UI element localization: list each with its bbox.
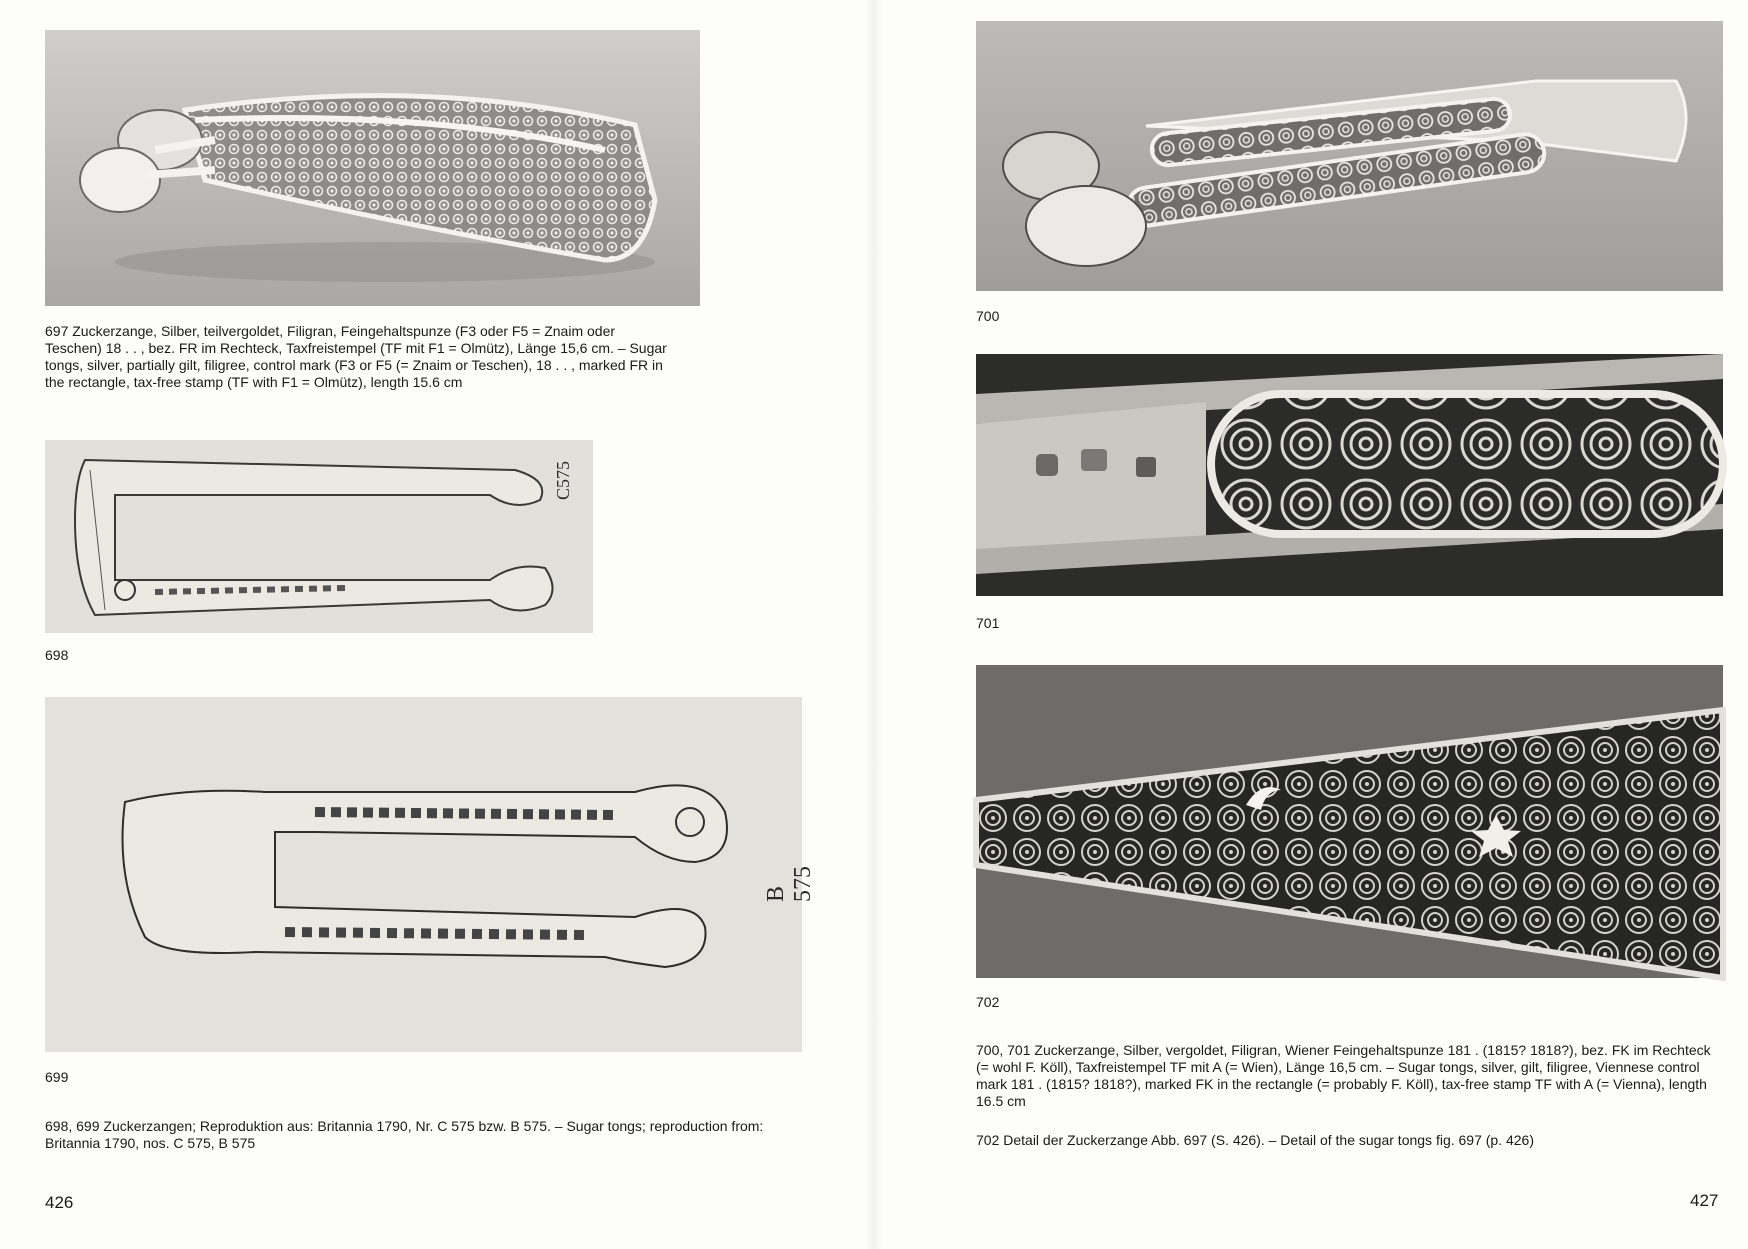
photo-700-filigree-sugar-tongs [976,21,1723,291]
photo-702-filigree-detail [976,665,1723,978]
engraving-699-inscription: B 575 [763,866,816,902]
page-number-left: 426 [45,1193,74,1212]
figure-number-701: 701 [976,615,1000,631]
figure-number-700: 700 [976,308,1000,324]
book-gutter [866,0,882,1249]
caption-697: 697 Zuckerzange, Silber, teilvergoldet, Filigran, Feingehaltspunze (F3 oder F5 = Znaim oder Teschen) 18 . . , bez. FR im Rechteck, Taxfreistempel (TF mit F1 = Olmütz), Länge 15,6 cm. – Sugar tongs, silver, partially gilt, filigree, control mark (F3 or F5 (= Znaim or Teschen), 18 . . , marked FR in the rectangle, tax-free stamp (TF with F1 = Olmütz), length 15.6 cm [45,323,667,390]
figure-number-699: 699 [45,1069,69,1085]
caption-700-701: 700, 701 Zuckerzange, Silber, vergoldet, Filigran, Wiener Feingehaltspunze 181 . (1815? 1818?), bez. FK im Rechteck (= wohl F. Köll), Taxfreistempel TF mit A (= Wien), Länge 16,5 cm. – Sugar tongs, silver, gilt, filigree, Viennese control mark 181 . (1815? 1818?), marked FK in the rectangle (= probably F. Köll), tax-free stamp TF with A (= Vienna), length 16.5 cm [976,1042,1711,1109]
photo-697-filigree-sugar-tongs [45,30,700,306]
engraving-698-sugar-tongs [45,440,593,633]
engraving-699-sugar-tongs [45,697,816,1052]
figure-number-698: 698 [45,647,69,663]
page-number-right: 427 [1690,1191,1719,1210]
figure-number-702: 702 [976,994,1000,1010]
caption-702: 702 Detail der Zuckerzange Abb. 697 (S. 426). – Detail of the sugar tongs fig. 697 (p. 426) [976,1132,1535,1148]
photo-701-hallmark-detail [976,354,1723,596]
caption-698-699: 698, 699 Zuckerzangen; Reproduktion aus: Britannia 1790, Nr. C 575 bzw. B 575. – Sugar tongs; reproduction from: Britannia 1790, nos. C 575, B 575 [45,1118,764,1151]
engraving-698-inscription: C575 [553,460,573,500]
